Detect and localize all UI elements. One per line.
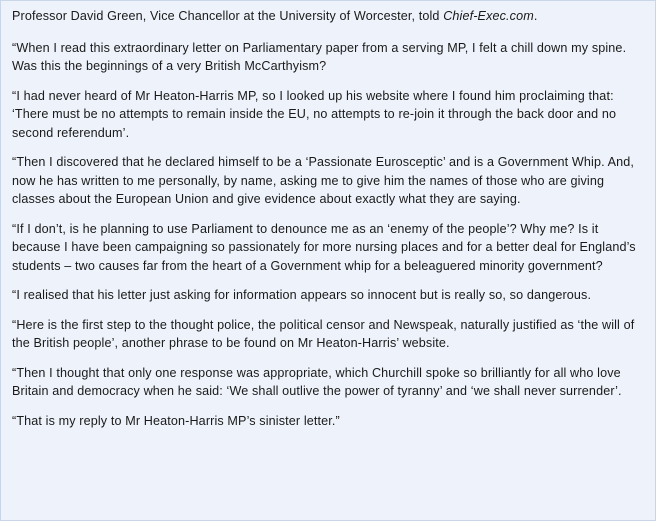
intro-paragraph: [12, 7, 643, 26]
quote-paragraph-7: “Then I thought that only one response was appropriate, which Churchill spoke so brilliantly for all who love Britain and democracy when he said: ‘We shall outlive the power of tyranny’ and ‘we shall never surrender’.: [12, 365, 622, 398]
quote-paragraph-1: “When I read this extraordinary letter on Parliamentary paper from a serving MP, I felt a chill down my spine. Was this the beginnings of a very British McCarthyism?: [12, 40, 627, 73]
quote-paragraph-6: “Here is the first step to the thought police, the political censor and Newspeak, naturally justified as ‘the will of the British people’, another phrase to be found on Mr Heaton-Harris’ website.: [12, 317, 635, 350]
quote-paragraph-8: “That is my reply to Mr Heaton-Harris MP’s sinister letter.”: [12, 413, 340, 428]
quote-paragraph-2: “I had never heard of Mr Heaton-Harris MP, so I looked up his website where I found him proclaiming that: ‘There must be no attempts to remain inside the EU, no attempts to re-join it through the back door and no second referendum’.: [12, 88, 617, 140]
intro-trailing-text: .: [533, 9, 538, 23]
intro-lead-text: Professor David Green, Vice Chancellor at the University of Worcester, told: [12, 9, 444, 23]
quote-paragraph-4: “If I don’t, is he planning to use Parliament to denounce me as an ‘enemy of the people’? Why me? Is it because I have been campaigning so passionately for more nursing places and for a better deal for England’s students – two causes far from the heart of a Government whip for a beleaguered minority government?: [12, 221, 636, 273]
publication-name: Chief-Exec.com: [443, 9, 534, 23]
quote-paragraph-3: “Then I discovered that he declared himself to be a ‘Passionate Eurosceptic’ and is a Government Whip. And, now he has written to me personally, by name, asking me to give him the names of those who are giving classes about the European Union and give evidence about exactly what they are saying.: [12, 155, 635, 206]
quote-paragraph-5: “I realised that his letter just asking for information appears so innocent but is really so, so dangerous.: [12, 288, 592, 302]
